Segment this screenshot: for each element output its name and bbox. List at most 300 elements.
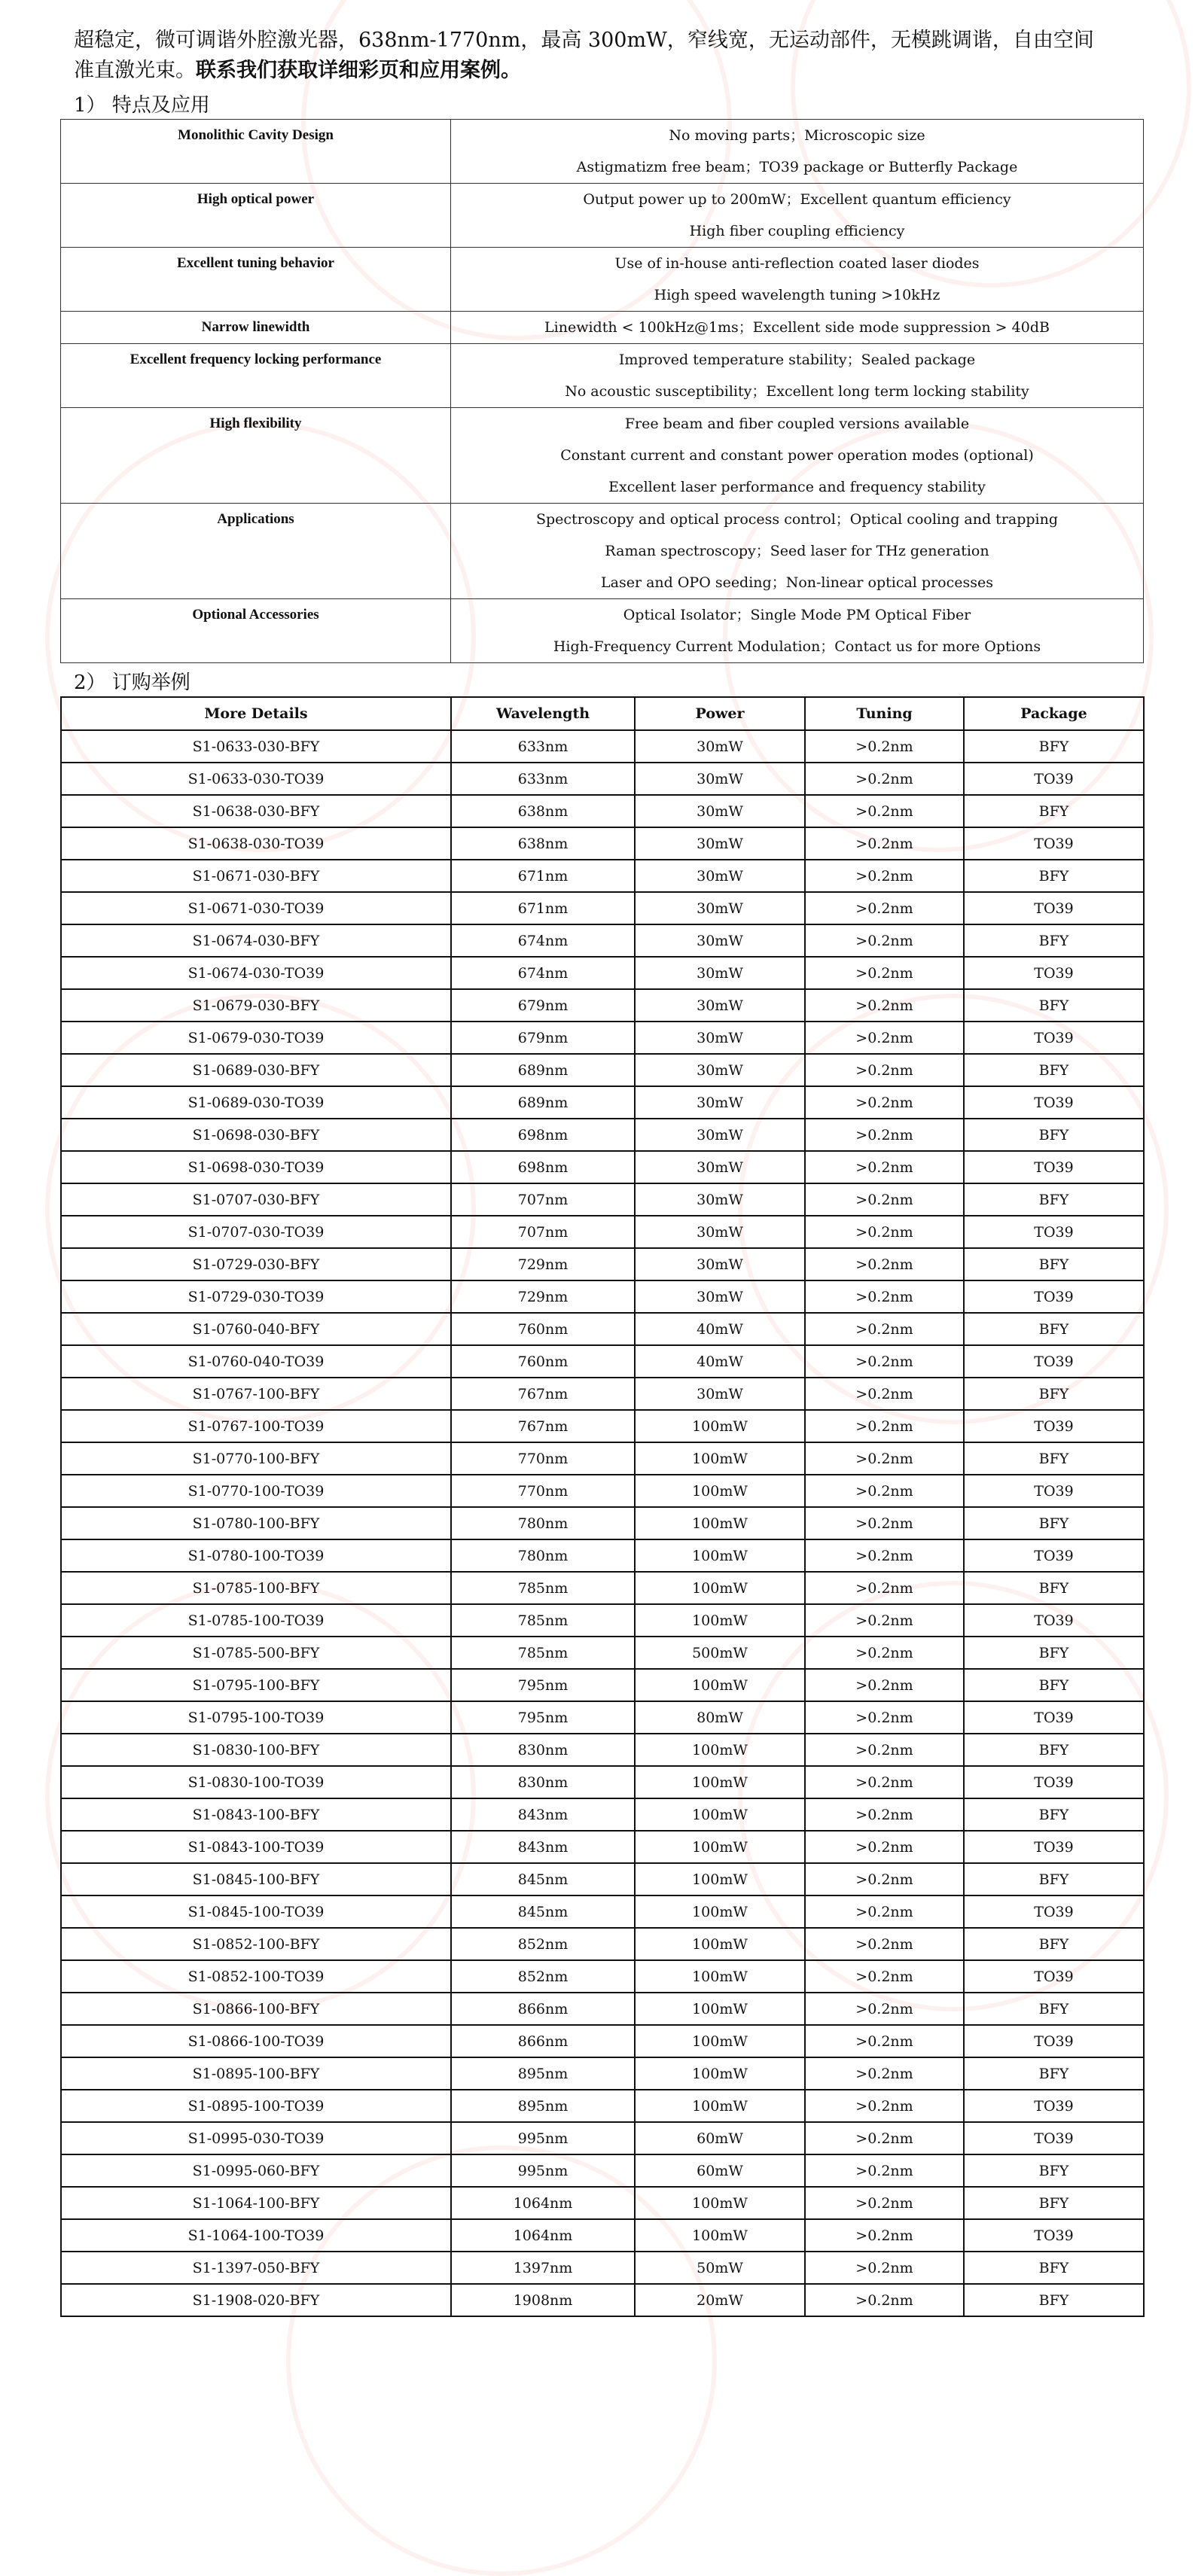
package-cell: TO39	[964, 1345, 1144, 1378]
wavelength-cell: 852nm	[451, 1960, 635, 1993]
power-cell: 30mW	[635, 892, 805, 924]
tuning-cell: >0.2nm	[805, 1313, 964, 1345]
feature-row	[61, 504, 1144, 599]
power-cell: 100mW	[635, 1734, 805, 1766]
feature-row	[61, 184, 1144, 248]
model-cell: S1-0995-030-TO39	[61, 2122, 451, 2154]
package-cell: BFY	[964, 2187, 1144, 2219]
wavelength-cell: 707nm	[451, 1183, 635, 1216]
tuning-cell: >0.2nm	[805, 1766, 964, 1798]
tuning-cell: >0.2nm	[805, 1151, 964, 1183]
tuning-cell: >0.2nm	[805, 2025, 964, 2057]
package-cell: TO39	[964, 892, 1144, 924]
model-cell: S1-0638-030-TO39	[61, 827, 451, 860]
package-cell: BFY	[964, 1313, 1144, 1345]
package-cell: BFY	[964, 795, 1144, 827]
wavelength-cell: 995nm	[451, 2122, 635, 2154]
tuning-cell: >0.2nm	[805, 1960, 964, 1993]
wavelength-cell: 843nm	[451, 1798, 635, 1831]
tuning-cell: >0.2nm	[805, 1701, 964, 1734]
table-row	[61, 1280, 1144, 1313]
package-cell: BFY	[964, 1734, 1144, 1766]
table-row	[61, 1313, 1144, 1345]
feature-details	[451, 599, 1144, 663]
tuning-cell: >0.2nm	[805, 1798, 964, 1831]
package-cell: TO39	[964, 1701, 1144, 1734]
tuning-cell: >0.2nm	[805, 1572, 964, 1604]
package-cell: BFY	[964, 1378, 1144, 1410]
model-cell: S1-0770-100-TO39	[61, 1475, 451, 1507]
model-cell: S1-0866-100-BFY	[61, 1993, 451, 2025]
table-row	[61, 1572, 1144, 1604]
tuning-cell: >0.2nm	[805, 1086, 964, 1119]
package-cell: BFY	[964, 1572, 1144, 1604]
model-cell: S1-1064-100-BFY	[61, 2187, 451, 2219]
table-row	[61, 2122, 1144, 2154]
package-cell: BFY	[964, 1054, 1144, 1086]
power-cell: 30mW	[635, 730, 805, 763]
package-cell: TO39	[964, 1895, 1144, 1928]
model-cell: S1-0830-100-TO39	[61, 1766, 451, 1798]
power-cell: 30mW	[635, 1183, 805, 1216]
model-cell: S1-0760-040-BFY	[61, 1313, 451, 1345]
table-row	[61, 1960, 1144, 1993]
table-row	[61, 795, 1144, 827]
feature-detail-line: Constant current and constant power operation modes (optional)	[560, 447, 1034, 464]
package-cell: TO39	[964, 1604, 1144, 1637]
wavelength-cell: 785nm	[451, 1572, 635, 1604]
table-row	[61, 2219, 1144, 2252]
table-row	[61, 2284, 1144, 2316]
model-cell: S1-0638-030-BFY	[61, 795, 451, 827]
model-cell: S1-0674-030-TO39	[61, 957, 451, 989]
table-row	[61, 1022, 1144, 1054]
model-cell: S1-0852-100-BFY	[61, 1928, 451, 1960]
model-cell: S1-0679-030-BFY	[61, 989, 451, 1022]
power-cell: 100mW	[635, 1798, 805, 1831]
package-cell: TO39	[964, 1960, 1144, 1993]
table-row	[61, 2057, 1144, 2090]
wavelength-cell: 1908nm	[451, 2284, 635, 2316]
model-cell: S1-0843-100-BFY	[61, 1798, 451, 1831]
table-row	[61, 1216, 1144, 1248]
wavelength-cell: 674nm	[451, 957, 635, 989]
package-cell: BFY	[964, 1183, 1144, 1216]
power-cell: 30mW	[635, 763, 805, 795]
table-row	[61, 2025, 1144, 2057]
feature-row	[61, 248, 1144, 312]
wavelength-cell: 866nm	[451, 1993, 635, 2025]
model-cell: S1-0689-030-TO39	[61, 1086, 451, 1119]
wavelength-cell: 780nm	[451, 1539, 635, 1572]
feature-name: Monolithic Cavity Design	[61, 120, 451, 184]
package-cell: BFY	[964, 1637, 1144, 1669]
tuning-cell: >0.2nm	[805, 2057, 964, 2090]
tuning-cell: >0.2nm	[805, 1119, 964, 1151]
feature-detail-line: Laser and OPO seeding；Non-linear optical processes	[601, 574, 993, 591]
tuning-cell: >0.2nm	[805, 2090, 964, 2122]
power-cell: 100mW	[635, 1475, 805, 1507]
table-row	[61, 1928, 1144, 1960]
wavelength-cell: 770nm	[451, 1442, 635, 1475]
model-cell: S1-0671-030-BFY	[61, 860, 451, 892]
feature-name: Excellent frequency locking performance	[61, 344, 451, 408]
model-cell: S1-0698-030-BFY	[61, 1119, 451, 1151]
feature-detail-line: High fiber coupling efficiency	[689, 223, 905, 239]
model-cell: S1-0785-100-BFY	[61, 1572, 451, 1604]
model-cell: S1-0707-030-TO39	[61, 1216, 451, 1248]
feature-detail-line: Linewidth < 100kHz@1ms；Excellent side mode suppression > 40dB	[544, 319, 1050, 336]
wavelength-cell: 995nm	[451, 2154, 635, 2187]
feature-detail-line: Improved temperature stability；Sealed package	[618, 352, 976, 368]
table-row	[61, 1669, 1144, 1701]
table-row	[61, 2252, 1144, 2284]
package-cell: BFY	[964, 1928, 1144, 1960]
feature-details	[451, 408, 1144, 504]
wavelength-cell: 689nm	[451, 1054, 635, 1086]
wavelength-cell: 767nm	[451, 1410, 635, 1442]
package-cell: BFY	[964, 1669, 1144, 1701]
tuning-cell: >0.2nm	[805, 1734, 964, 1766]
tuning-cell: >0.2nm	[805, 795, 964, 827]
wavelength-cell: 633nm	[451, 763, 635, 795]
tuning-cell: >0.2nm	[805, 989, 964, 1022]
power-cell: 60mW	[635, 2154, 805, 2187]
table-row	[61, 1183, 1144, 1216]
tuning-cell: >0.2nm	[805, 763, 964, 795]
table-row	[61, 1119, 1144, 1151]
wavelength-cell: 767nm	[451, 1378, 635, 1410]
table-header-row	[61, 697, 1144, 730]
power-cell: 80mW	[635, 1701, 805, 1734]
feature-row	[61, 344, 1144, 408]
package-cell: BFY	[964, 860, 1144, 892]
power-cell: 40mW	[635, 1345, 805, 1378]
table-row	[61, 924, 1144, 957]
model-cell: S1-0830-100-BFY	[61, 1734, 451, 1766]
package-cell: TO39	[964, 2219, 1144, 2252]
section-title-ordering: 2） 订购举例	[74, 671, 191, 694]
column-header: More Details	[61, 697, 451, 730]
package-cell: TO39	[964, 1831, 1144, 1863]
wavelength-cell: 785nm	[451, 1637, 635, 1669]
tuning-cell: >0.2nm	[805, 1831, 964, 1863]
tuning-cell: >0.2nm	[805, 1539, 964, 1572]
model-cell: S1-0845-100-BFY	[61, 1863, 451, 1895]
tuning-cell: >0.2nm	[805, 1442, 964, 1475]
power-cell: 30mW	[635, 1378, 805, 1410]
feature-name: High flexibility	[61, 408, 451, 504]
tuning-cell: >0.2nm	[805, 1216, 964, 1248]
feature-detail-line: Spectroscopy and optical process control；Optical cooling and trapping	[535, 511, 1059, 528]
table-row	[61, 1863, 1144, 1895]
power-cell: 30mW	[635, 1119, 805, 1151]
power-cell: 30mW	[635, 1151, 805, 1183]
wavelength-cell: 795nm	[451, 1701, 635, 1734]
model-cell: S1-0679-030-TO39	[61, 1022, 451, 1054]
feature-row	[61, 312, 1144, 344]
feature-detail-line: Use of in-house anti-reflection coated laser diodes	[614, 255, 980, 272]
tuning-cell: >0.2nm	[805, 827, 964, 860]
model-cell: S1-0843-100-TO39	[61, 1831, 451, 1863]
package-cell: TO39	[964, 1539, 1144, 1572]
power-cell: 100mW	[635, 2219, 805, 2252]
model-cell: S1-0633-030-TO39	[61, 763, 451, 795]
model-cell: S1-0995-060-BFY	[61, 2154, 451, 2187]
power-cell: 100mW	[635, 1831, 805, 1863]
tuning-cell: >0.2nm	[805, 957, 964, 989]
wavelength-cell: 866nm	[451, 2025, 635, 2057]
tuning-cell: >0.2nm	[805, 1183, 964, 1216]
power-cell: 100mW	[635, 1410, 805, 1442]
power-cell: 100mW	[635, 1993, 805, 2025]
model-cell: S1-0785-100-TO39	[61, 1604, 451, 1637]
feature-detail-line: High-Frequency Current Modulation；Contact us for more Options	[553, 638, 1041, 655]
feature-details	[451, 504, 1144, 599]
wavelength-cell: 1064nm	[451, 2187, 635, 2219]
power-cell: 100mW	[635, 1669, 805, 1701]
wavelength-cell: 729nm	[451, 1280, 635, 1313]
wavelength-cell: 671nm	[451, 892, 635, 924]
power-cell: 100mW	[635, 1863, 805, 1895]
feature-name: Applications	[61, 504, 451, 599]
model-cell: S1-0707-030-BFY	[61, 1183, 451, 1216]
tuning-cell: >0.2nm	[805, 2219, 964, 2252]
package-cell: BFY	[964, 1863, 1144, 1895]
ordering-table	[60, 696, 1145, 2317]
package-cell: BFY	[964, 1993, 1144, 2025]
table-row	[61, 1345, 1144, 1378]
wavelength-cell: 679nm	[451, 989, 635, 1022]
model-cell: S1-0729-030-TO39	[61, 1280, 451, 1313]
wavelength-cell: 698nm	[451, 1151, 635, 1183]
feature-row	[61, 120, 1144, 184]
power-cell: 100mW	[635, 2090, 805, 2122]
feature-row	[61, 599, 1144, 663]
power-cell: 100mW	[635, 1895, 805, 1928]
feature-detail-line: No moving parts；Microscopic size	[669, 127, 925, 144]
feature-details	[451, 120, 1144, 184]
table-row	[61, 1151, 1144, 1183]
table-row	[61, 957, 1144, 989]
model-cell: S1-0770-100-BFY	[61, 1442, 451, 1475]
wavelength-cell: 895nm	[451, 2057, 635, 2090]
table-row	[61, 1410, 1144, 1442]
feature-name: Narrow linewidth	[61, 312, 451, 344]
table-row	[61, 892, 1144, 924]
power-cell: 100mW	[635, 1928, 805, 1960]
power-cell: 30mW	[635, 989, 805, 1022]
power-cell: 60mW	[635, 2122, 805, 2154]
wavelength-cell: 830nm	[451, 1766, 635, 1798]
wavelength-cell: 830nm	[451, 1734, 635, 1766]
power-cell: 50mW	[635, 2252, 805, 2284]
feature-detail-line: Raman spectroscopy；Seed laser for THz generation	[605, 543, 989, 559]
power-cell: 100mW	[635, 1507, 805, 1539]
tuning-cell: >0.2nm	[805, 924, 964, 957]
column-header: Package	[964, 697, 1144, 730]
wavelength-cell: 1064nm	[451, 2219, 635, 2252]
table-row	[61, 1507, 1144, 1539]
table-row	[61, 827, 1144, 860]
tuning-cell: >0.2nm	[805, 1928, 964, 1960]
package-cell: BFY	[964, 2252, 1144, 2284]
model-cell: S1-0760-040-TO39	[61, 1345, 451, 1378]
power-cell: 30mW	[635, 1216, 805, 1248]
tuning-cell: >0.2nm	[805, 1993, 964, 2025]
package-cell: BFY	[964, 2284, 1144, 2316]
model-cell: S1-1397-050-BFY	[61, 2252, 451, 2284]
tuning-cell: >0.2nm	[805, 1507, 964, 1539]
wavelength-cell: 679nm	[451, 1022, 635, 1054]
table-row	[61, 1086, 1144, 1119]
document	[60, 0, 1143, 2317]
wavelength-cell: 760nm	[451, 1345, 635, 1378]
package-cell: BFY	[964, 730, 1144, 763]
wavelength-cell: 895nm	[451, 2090, 635, 2122]
model-cell: S1-0767-100-TO39	[61, 1410, 451, 1442]
column-header: Power	[635, 697, 805, 730]
package-cell: BFY	[964, 2154, 1144, 2187]
package-cell: BFY	[964, 1507, 1144, 1539]
tuning-cell: >0.2nm	[805, 1669, 964, 1701]
model-cell: S1-0895-100-BFY	[61, 2057, 451, 2090]
power-cell: 100mW	[635, 1572, 805, 1604]
package-cell: BFY	[964, 1442, 1144, 1475]
tuning-cell: >0.2nm	[805, 2154, 964, 2187]
model-cell: S1-0795-100-TO39	[61, 1701, 451, 1734]
table-row	[61, 1604, 1144, 1637]
package-cell: TO39	[964, 2090, 1144, 2122]
model-cell: S1-0671-030-TO39	[61, 892, 451, 924]
wavelength-cell: 698nm	[451, 1119, 635, 1151]
model-cell: S1-0780-100-BFY	[61, 1507, 451, 1539]
model-cell: S1-0795-100-BFY	[61, 1669, 451, 1701]
feature-details	[451, 344, 1144, 408]
feature-name: High optical power	[61, 184, 451, 248]
table-row	[61, 763, 1144, 795]
tuning-cell: >0.2nm	[805, 1378, 964, 1410]
package-cell: TO39	[964, 827, 1144, 860]
tuning-cell: >0.2nm	[805, 1054, 964, 1086]
table-row	[61, 860, 1144, 892]
power-cell: 40mW	[635, 1313, 805, 1345]
package-cell: BFY	[964, 989, 1144, 1022]
package-cell: TO39	[964, 763, 1144, 795]
model-cell: S1-0785-500-BFY	[61, 1637, 451, 1669]
wavelength-cell: 795nm	[451, 1669, 635, 1701]
section-title-features: 1） 特点及应用	[74, 94, 210, 117]
column-header: Wavelength	[451, 697, 635, 730]
feature-detail-line: Output power up to 200mW；Excellent quantum efficiency	[583, 191, 1011, 208]
power-cell: 30mW	[635, 1086, 805, 1119]
power-cell: 20mW	[635, 2284, 805, 2316]
package-cell: TO39	[964, 1022, 1144, 1054]
package-cell: BFY	[964, 2057, 1144, 2090]
tuning-cell: >0.2nm	[805, 1604, 964, 1637]
tuning-cell: >0.2nm	[805, 860, 964, 892]
tuning-cell: >0.2nm	[805, 1248, 964, 1280]
power-cell: 100mW	[635, 2187, 805, 2219]
intro-contact-text: 联系我们获取详细彩页和应用案例。	[196, 59, 521, 82]
feature-detail-line: Excellent laser performance and frequency stability	[608, 479, 986, 495]
wavelength-cell: 785nm	[451, 1604, 635, 1637]
model-cell: S1-0633-030-BFY	[61, 730, 451, 763]
tuning-cell: >0.2nm	[805, 2284, 964, 2316]
wavelength-cell: 638nm	[451, 827, 635, 860]
power-cell: 30mW	[635, 957, 805, 989]
feature-detail-line: Free beam and fiber coupled versions available	[624, 416, 970, 432]
table-row	[61, 2154, 1144, 2187]
wavelength-cell: 780nm	[451, 1507, 635, 1539]
feature-detail-line: No acoustic susceptibility；Excellent long term locking stability	[565, 383, 1029, 400]
feature-name: Optional Accessories	[61, 599, 451, 663]
package-cell: TO39	[964, 1280, 1144, 1313]
model-cell: S1-0674-030-BFY	[61, 924, 451, 957]
tuning-cell: >0.2nm	[805, 892, 964, 924]
wavelength-cell: 770nm	[451, 1475, 635, 1507]
package-cell: TO39	[964, 1766, 1144, 1798]
feature-details	[451, 184, 1144, 248]
power-cell: 30mW	[635, 827, 805, 860]
tuning-cell: >0.2nm	[805, 1022, 964, 1054]
package-cell: TO39	[964, 2025, 1144, 2057]
table-row	[61, 1475, 1144, 1507]
tuning-cell: >0.2nm	[805, 1637, 964, 1669]
table-row	[61, 2090, 1144, 2122]
feature-detail-line: Astigmatizm free beam；TO39 package or Butterfly Package	[576, 159, 1018, 175]
feature-details	[451, 312, 1144, 344]
wavelength-cell: 707nm	[451, 1216, 635, 1248]
tuning-cell: >0.2nm	[805, 1475, 964, 1507]
package-cell: BFY	[964, 1248, 1144, 1280]
model-cell: S1-0895-100-TO39	[61, 2090, 451, 2122]
feature-row	[61, 408, 1144, 504]
wavelength-cell: 633nm	[451, 730, 635, 763]
table-row	[61, 1701, 1144, 1734]
package-cell: TO39	[964, 1475, 1144, 1507]
table-row	[61, 2187, 1144, 2219]
tuning-cell: >0.2nm	[805, 2252, 964, 2284]
table-row	[61, 1734, 1144, 1766]
wavelength-cell: 638nm	[451, 795, 635, 827]
wavelength-cell: 1397nm	[451, 2252, 635, 2284]
package-cell: TO39	[964, 1410, 1144, 1442]
model-cell: S1-0780-100-TO39	[61, 1539, 451, 1572]
table-row	[61, 1054, 1144, 1086]
package-cell: BFY	[964, 1119, 1144, 1151]
table-row	[61, 1895, 1144, 1928]
power-cell: 100mW	[635, 2057, 805, 2090]
power-cell: 30mW	[635, 1022, 805, 1054]
wavelength-cell: 843nm	[451, 1831, 635, 1863]
wavelength-cell: 760nm	[451, 1313, 635, 1345]
feature-detail-line: Optical Isolator；Single Mode PM Optical Fiber	[623, 607, 971, 623]
tuning-cell: >0.2nm	[805, 1280, 964, 1313]
power-cell: 100mW	[635, 1539, 805, 1572]
model-cell: S1-0729-030-BFY	[61, 1248, 451, 1280]
wavelength-cell: 845nm	[451, 1863, 635, 1895]
tuning-cell: >0.2nm	[805, 1863, 964, 1895]
table-row	[61, 1539, 1144, 1572]
tuning-cell: >0.2nm	[805, 1895, 964, 1928]
intro-paragraph	[74, 26, 1143, 86]
power-cell: 30mW	[635, 1054, 805, 1086]
package-cell: BFY	[964, 1798, 1144, 1831]
features-table	[60, 119, 1144, 663]
wavelength-cell: 852nm	[451, 1928, 635, 1960]
power-cell: 30mW	[635, 795, 805, 827]
